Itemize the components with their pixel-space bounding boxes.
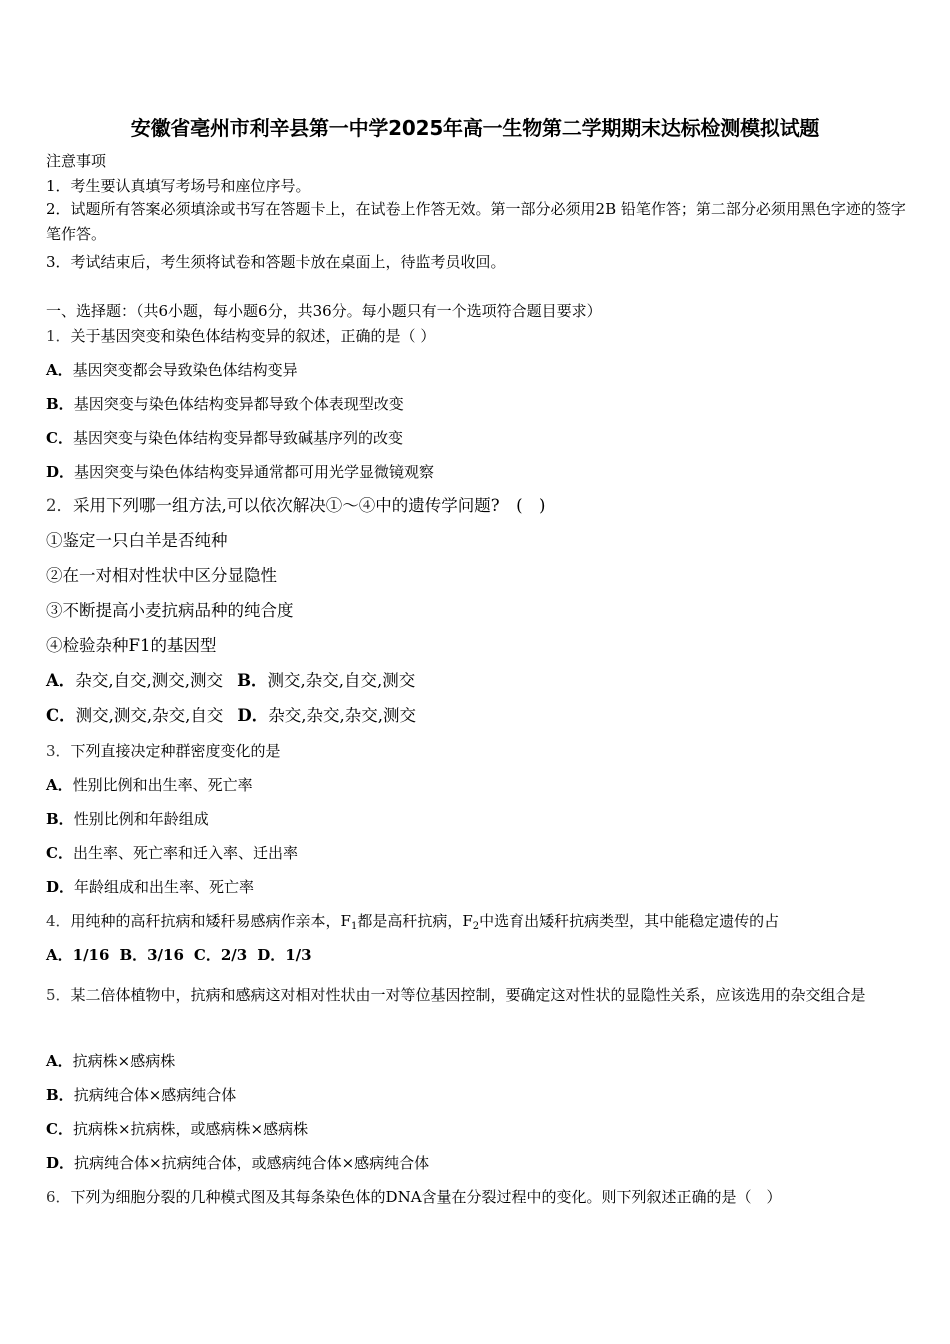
q3-option-b: [46, 809, 209, 829]
section-heading: 一、选择题：（共6小题，每小题6分，共36分。每小题只有一个选项符合题目要求）: [46, 302, 602, 320]
q2-item-1: ①鉴定一只白羊是否纯种: [46, 531, 228, 550]
question-stem: 用纯种的高秆抗病和矮秆易感病作亲本，F: [70, 912, 351, 930]
q2-options-cd: [46, 706, 416, 726]
q3-option-c: [46, 843, 298, 863]
question-number: 3．: [46, 742, 71, 760]
option-letter: C．: [46, 844, 73, 862]
q3-option-d: [46, 877, 254, 897]
option-letter: D．: [237, 706, 269, 725]
q2-item-4: ④检验杂种F1的基因型: [46, 636, 217, 655]
question-6: [46, 1187, 782, 1207]
notice-item-2: 2．试题所有答案必须填涂或书写在答题卡上，在试卷上作答无效。第一部分必须用2B 铅笔作答；第二部分必须用黑色字迹的签字笔作答。: [46, 200, 906, 243]
question-stem: 某二倍体植物中，抗病和感病这对相对性状由一对等位基因控制，要确定这对性状的显隐性关系，应该选用的杂交组合是: [70, 986, 866, 1004]
option-text: 抗病纯合体×感病纯合体: [73, 1086, 237, 1104]
option-text: 性别比例和出生率、死亡率: [72, 776, 253, 794]
option-letter: A．: [46, 1052, 73, 1070]
q1-option-b: [46, 394, 404, 414]
option-text: 基因突变与染色体结构变异都导致碱基序列的改变: [72, 429, 403, 447]
notice-item-3: 3．考试结束后，考生须将试卷和答题卡放在桌面上，待监考员收回。: [46, 253, 506, 271]
question-number: 4．: [46, 912, 71, 930]
option-text: 3/16: [147, 946, 184, 964]
q5-option-c: [46, 1119, 308, 1139]
question-5: [46, 977, 906, 1014]
option-text: 抗病株×感病株: [72, 1052, 176, 1070]
option-letter: A．: [46, 671, 76, 690]
option-text: 杂交,自交,测交,测交: [75, 671, 224, 690]
option-letter: D．: [46, 463, 75, 481]
option-letter: D．: [46, 878, 75, 896]
option-letter: D．: [46, 1154, 75, 1172]
option-text: 基因突变与染色体结构变异都导致个体表现型改变: [73, 395, 404, 413]
notice-heading: 注意事项: [46, 152, 107, 170]
option-text: 基因突变都会导致染色体结构变异: [72, 361, 298, 379]
option-letter: A．: [46, 361, 73, 379]
q5-option-a: [46, 1051, 175, 1071]
option-letter: C．: [46, 429, 73, 447]
option-text: 2/3: [220, 946, 248, 964]
question-stem: 中选育出矮秆抗病类型，其中能稳定遗传的占: [479, 912, 780, 930]
question-4: [46, 911, 779, 937]
option-text: 测交,杂交,自交,测交: [267, 671, 416, 690]
option-letter: A．: [46, 946, 73, 964]
option-text: 年龄组成和出生率、死亡率: [74, 878, 255, 896]
question-number: 6．: [46, 1188, 71, 1206]
option-text: 基因突变与染色体结构变异通常都可用光学显微镜观察: [74, 463, 435, 481]
question-number: 1．: [46, 327, 71, 345]
q1-option-d: [46, 462, 434, 482]
subscript: 2: [472, 921, 480, 932]
option-letter: D．: [257, 946, 286, 964]
question-3: [46, 741, 281, 761]
option-text: 出生率、死亡率和迁入率、迁出率: [72, 844, 298, 862]
option-text: 测交,测交,杂交,自交: [75, 706, 224, 725]
option-text: 杂交,杂交,杂交,测交: [268, 706, 416, 725]
option-text: 抗病纯合体×抗病纯合体，或感病纯合体×感病纯合体: [74, 1154, 430, 1172]
option-letter: B．: [46, 395, 74, 413]
notice-item-1: 1．考生要认真填写考场号和座位序号。: [46, 177, 311, 195]
question-stem: 下列为细胞分裂的几种模式图及其每条染色体的DNA含量在分裂过程中的变化。则下列叙述正确的是（ ）: [70, 1188, 782, 1206]
question-stem: 采用下列哪一组方法,可以依次解决①～④中的遗传学问题? ( ): [73, 496, 546, 515]
option-text: 1/3: [285, 946, 312, 964]
q2-options-ab: [46, 671, 415, 691]
q1-option-a: [46, 360, 298, 380]
option-text: 性别比例和年龄组成: [73, 810, 209, 828]
question-number: 2．: [46, 496, 73, 515]
option-letter: B．: [237, 671, 268, 690]
q3-option-a: [46, 775, 253, 795]
question-number: 5．: [46, 986, 71, 1004]
question-1: [46, 326, 435, 346]
q2-item-3: ③不断提高小麦抗病品种的纯合度: [46, 601, 294, 620]
question-stem: 都是高秆抗病，F: [357, 912, 473, 930]
question-stem: 下列直接决定种群密度变化的是: [70, 742, 281, 760]
option-letter: C．: [46, 1120, 73, 1138]
option-text: 抗病株×抗病株，或感病株×感病株: [72, 1120, 309, 1138]
subscript: 1: [350, 921, 358, 932]
option-letter: C．: [193, 946, 221, 964]
page-title: 安徽省亳州市利辛县第一中学2025年高一生物第二学期期末达标检测模拟试题: [130, 116, 820, 140]
option-text: 1/16: [72, 946, 110, 964]
question-stem: 关于基因突变和染色体结构变异的叙述，正确的是（ ）: [70, 327, 436, 345]
option-letter: C．: [46, 706, 76, 725]
option-letter: B．: [46, 1086, 74, 1104]
q5-option-b: [46, 1085, 236, 1105]
option-letter: B．: [46, 810, 74, 828]
option-letter: B．: [119, 946, 148, 964]
q5-option-d: [46, 1153, 429, 1173]
q2-item-2: ②在一对相对性状中区分显隐性: [46, 566, 277, 585]
q4-options: [46, 945, 312, 965]
question-2: [46, 496, 545, 516]
option-letter: A．: [46, 776, 73, 794]
q1-option-c: [46, 428, 403, 448]
